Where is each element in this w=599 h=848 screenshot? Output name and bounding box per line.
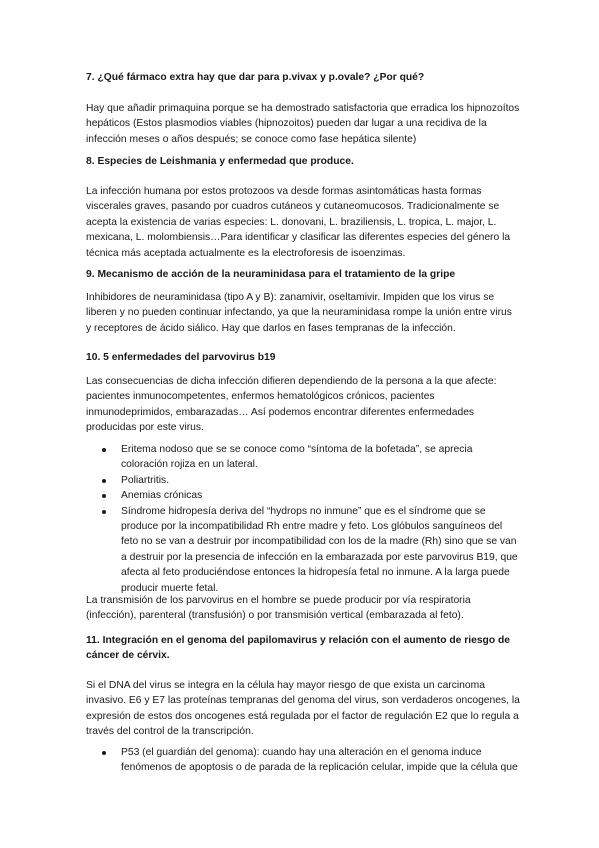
text-line: produce por la incompatibilidad Rh entre madre y feto. Los glóbulos sanguíneos del [121, 521, 503, 533]
section-8-body [86, 184, 526, 261]
bullet-icon [102, 448, 106, 452]
text-line: través del control de la transcripción. [86, 726, 254, 738]
text-line: fenómenos de apoptosis o de parada de la replicación celular, impide que la célula que [121, 762, 518, 774]
parvovirus-diseases-list [86, 442, 526, 596]
text-line: y receptores de ácido siálico. Hay que darlos en fases tempranas de la infección. [86, 322, 456, 334]
bullet-icon [102, 751, 106, 755]
text-line: (infección), parenteral (transfusión) o por transmisión vertical (embarazada al feto). [86, 610, 464, 622]
heading-line: cáncer de cérvix. [86, 650, 170, 662]
bullet-icon [102, 479, 106, 483]
text-line: infección meses o años después; se conoce como fase hepática silente) [86, 133, 417, 145]
text-line: técnica más aceptada actualmente es la electroforesis de isoenzimas. [86, 247, 406, 259]
text-line: invasivo. E6 y E7 las proteínas tempranas del genoma del virus, son verdaderos oncogenes, la [86, 695, 520, 707]
text-line: P53 (el guardián del genoma): cuando hay una alteración en el genoma induce [121, 747, 482, 758]
section-9-body [86, 290, 526, 336]
list-item [86, 745, 526, 776]
list-item [86, 442, 526, 473]
bullet-icon [102, 494, 106, 498]
section-8-heading: 8. Especies de Leishmania y enfermedad que produce. [86, 156, 354, 167]
text-line: expresión de estos dos oncogenes está regulada por el factor de regulación E2 que lo regula a [86, 710, 519, 722]
text-line: afecta al feto produciéndose entonces la hidropesía fetal no inmune. A la larga puede [121, 567, 510, 579]
text-line: Si el DNA del virus se integra en la célula hay mayor riesgo de que exista un carcinoma [86, 680, 485, 691]
section-11-body [86, 678, 526, 740]
text-line: coloración rojiza en un lateral. [121, 459, 258, 471]
text-line: inmunodeprimidos, embarazadas… Así podemos encontrar diferentes enfermedades [86, 406, 475, 418]
text-line: Anemias crónicas [121, 490, 203, 502]
text-line: acepta la existencia de varias especies: L. donovani, L. braziliensis, L. tropica, L. major, L. [86, 216, 497, 228]
text-line: producir muerte fetal. [121, 582, 219, 594]
text-line: hepáticos (Estos plasmodios viables (hipnozoitos) pueden dar lugar a una recidiva de la [86, 118, 487, 130]
text-line: Inhibidores de neuraminidasa (tipo A y B): zanamivir, oseltamivir. Impiden que los virus se [86, 292, 495, 303]
section-10-heading: 10. 5 enfermedades del parvovirus b19 [86, 352, 276, 363]
text-line: feto no se van a destruir por incompatibilidad con los de la madre (Rh) sino que se van [121, 536, 517, 548]
text-line: Síndrome hidropesía deriva del “hydrops no inmune” que es el síndrome que se [121, 505, 486, 517]
list-item [86, 504, 526, 596]
text-line: producidas por este virus. [86, 422, 204, 434]
section-9-heading: 9. Mecanismo de acción de la neuraminidasa para el tratamiento de la gripe [86, 269, 456, 280]
section-11-heading [86, 633, 526, 664]
heading-line: 11. Integración en el genoma del papilomavirus y relación con el aumento de riesgo de [86, 635, 511, 646]
section-10-body [86, 374, 526, 436]
text-line: Poliartritis. [121, 474, 170, 486]
text-line: Eritema nodoso que se se conoce como “síntoma de la bofetada”, se aprecia [121, 444, 473, 455]
list-item [86, 488, 526, 503]
text-line: viscerales graves, pasando por cuadros cutáneos y cutaneomucosos. Tradicionalmente se [86, 201, 500, 213]
bullet-icon [102, 510, 106, 514]
section-10-transmission [86, 593, 526, 624]
text-line: pacientes inmunocompetentes, enfermos hematológicos crónicos, pacientes [86, 391, 435, 403]
text-line: a destruir por la presencia de infección en la embarazada por este parvovirus B19, que [121, 551, 518, 563]
p53-list [86, 745, 526, 776]
list-item [86, 473, 526, 488]
text-line: La infección humana por estos protozoos va desde formas asintomáticas hasta formas [86, 186, 482, 197]
text-line: mexicana, L. molombiensis…Para identificar y clasificar las diferentes especies del género la [86, 232, 511, 244]
text-line: Las consecuencias de dicha infección difieren dependiendo de la persona a la que afecte: [86, 376, 497, 387]
text-line: La transmisión de los parvovirus en el hombre se puede producir por vía respiratoria [86, 595, 471, 606]
section-7-heading: 7. ¿Qué fármaco extra hay que dar para p.vivax y p.ovale? ¿Por qué? [86, 72, 425, 83]
text-line: Hay que añadir primaquina porque se ha demostrado satisfactoria que erradica los hipnozoítos [86, 103, 520, 114]
text-line: liberen y no pueden continuar infectando, ya que la neuraminidasa rompe la unión entre virus [86, 307, 512, 319]
section-7-body [86, 101, 526, 147]
